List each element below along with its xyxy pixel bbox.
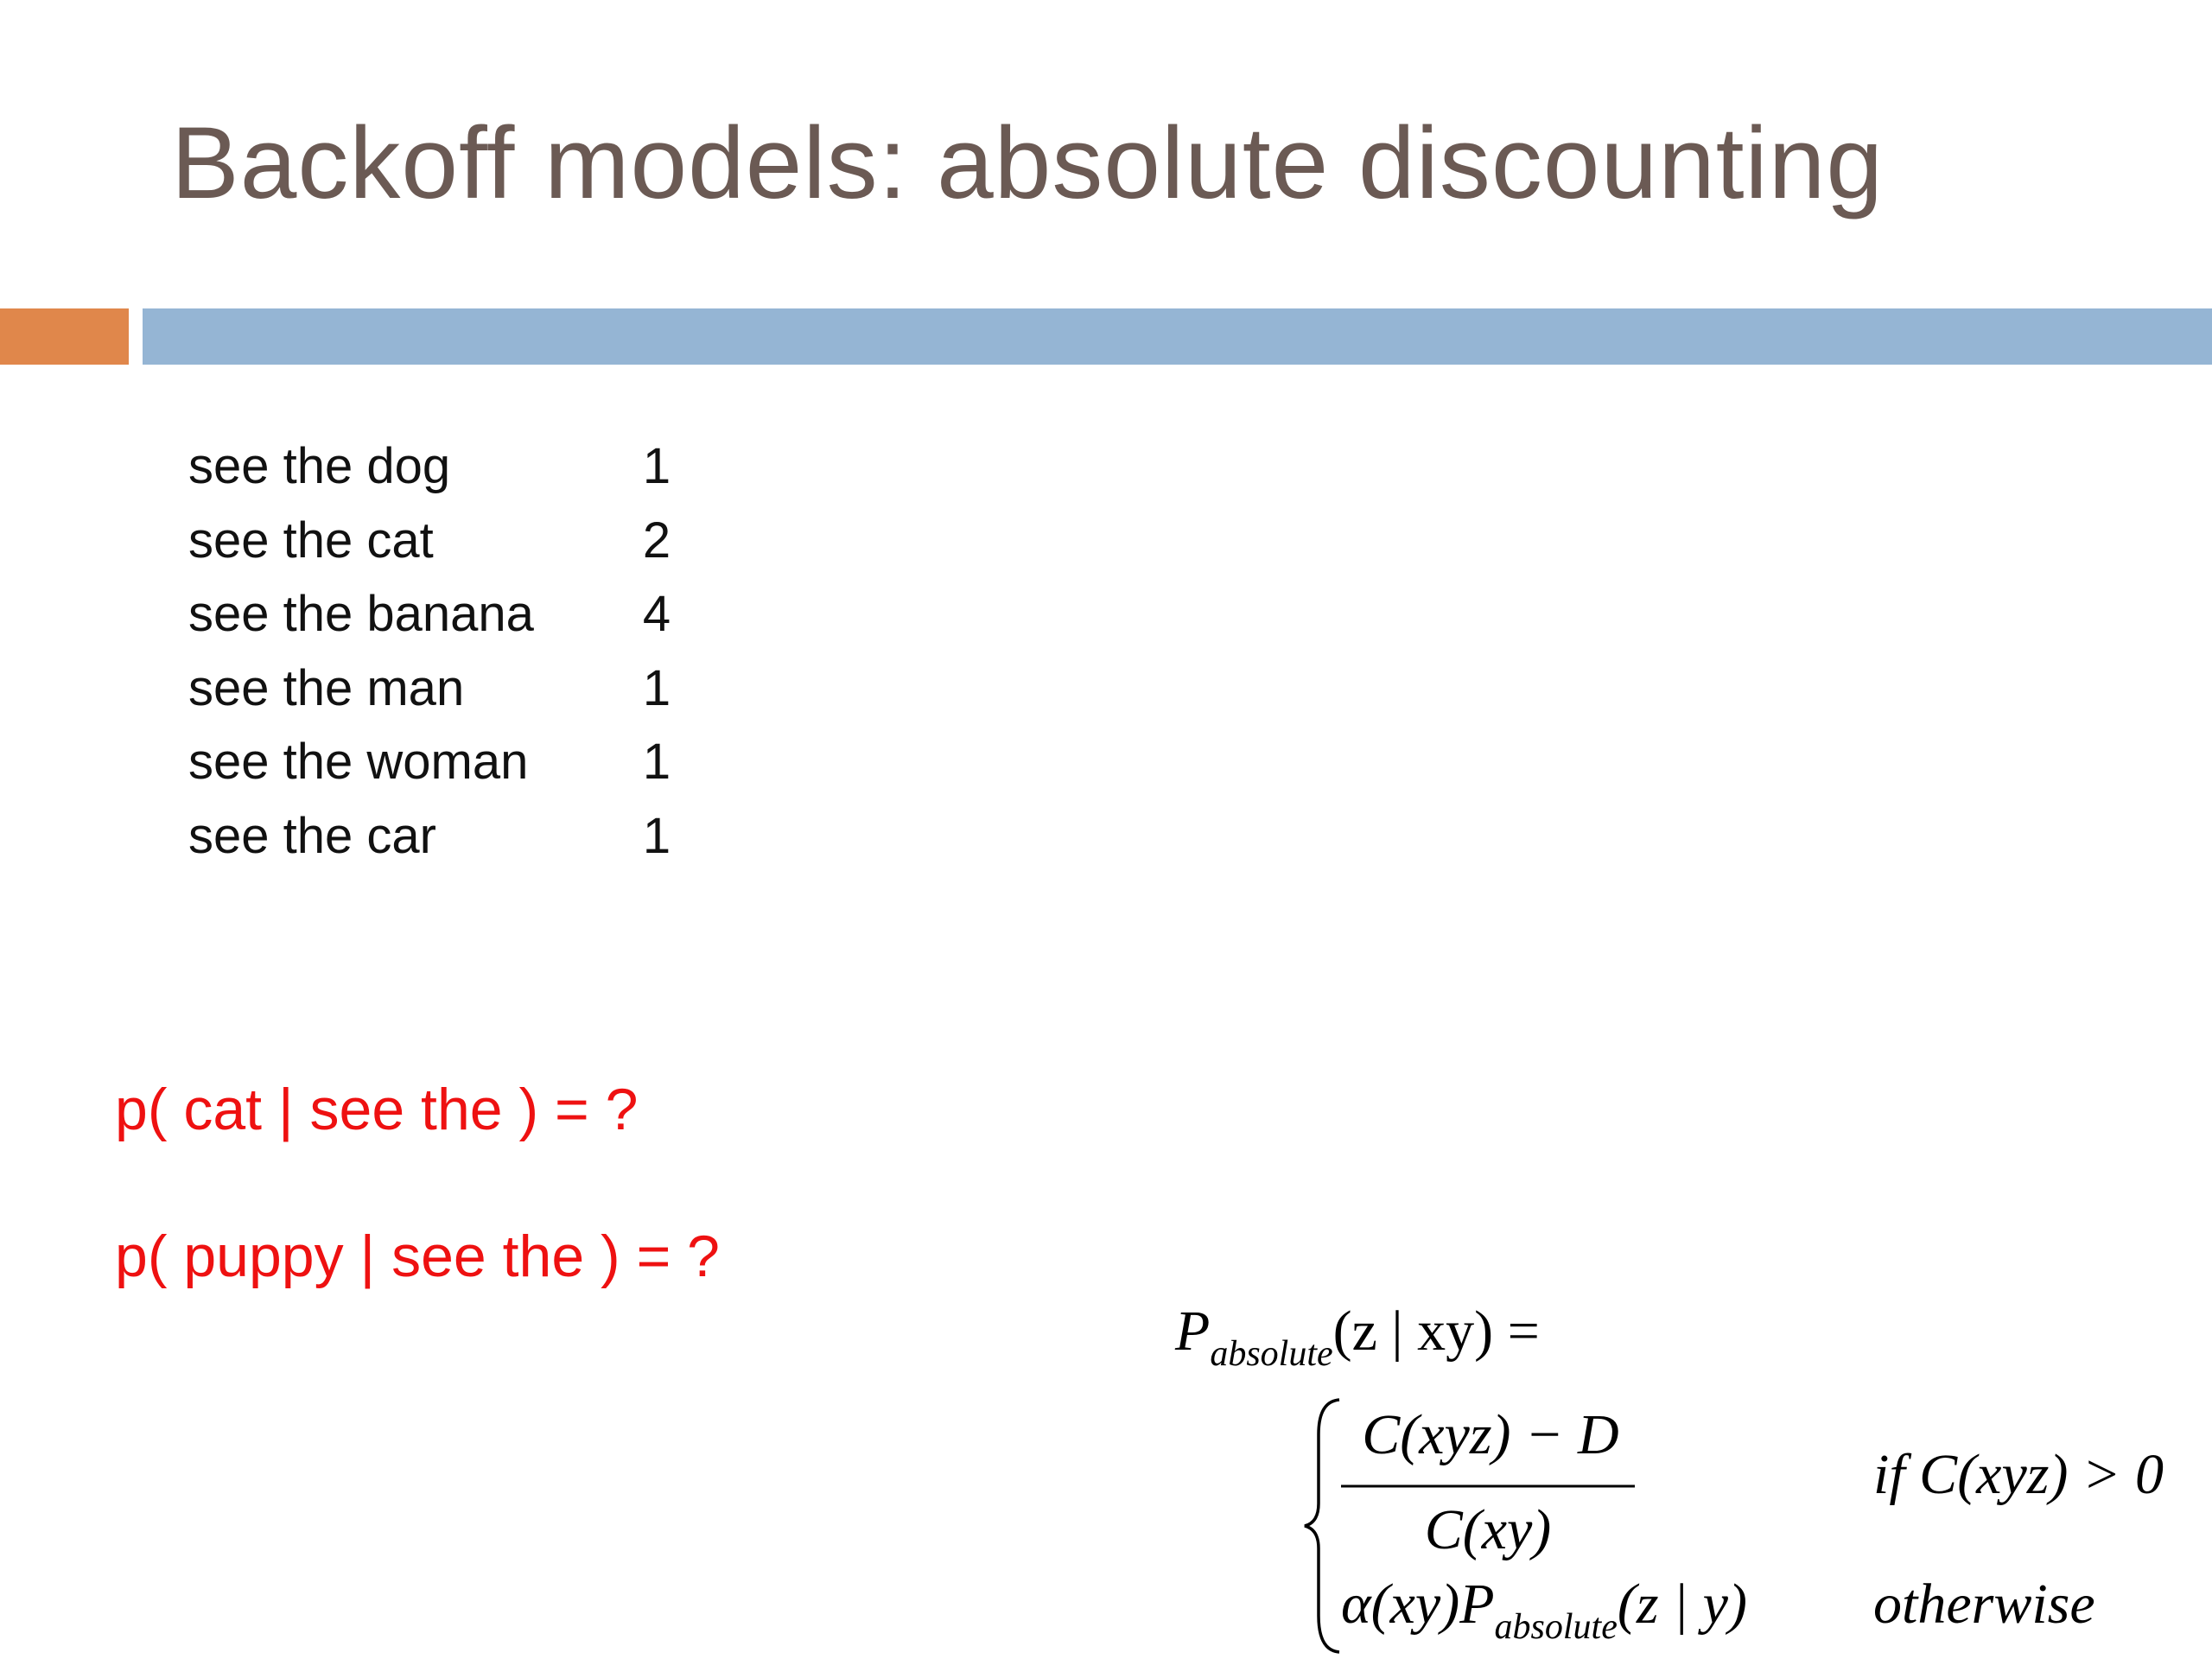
- trigram-count: 1: [642, 438, 671, 495]
- formula-case2-subscript: absolute: [1494, 1607, 1618, 1647]
- formula-brace: [1305, 1400, 1339, 1652]
- question-puppy: p( puppy | see the ) = ?: [115, 1224, 720, 1289]
- formula-lhs-symbol: P: [1175, 1300, 1211, 1363]
- formula-case1-condition: if C(xyz) > 0: [1873, 1443, 2164, 1506]
- formula-denominator: C(xy): [1424, 1498, 1552, 1561]
- list-item: [188, 504, 683, 578]
- absolute-discounting-formula: [1123, 1287, 2212, 1659]
- trigram-phrase: see the banana: [188, 586, 534, 643]
- trigram-phrase: see the man: [188, 659, 465, 716]
- list-item: [188, 429, 683, 504]
- title-accent-bar-blue: [143, 308, 2212, 365]
- trigram-count-list: [188, 429, 683, 873]
- formula-lhs-subscript: absolute: [1210, 1334, 1333, 1374]
- list-item: [188, 652, 683, 726]
- trigram-count: 2: [642, 512, 671, 569]
- trigram-count: 4: [642, 586, 671, 643]
- trigram-count: 1: [642, 807, 671, 864]
- list-item: [188, 799, 683, 874]
- formula-lhs-args: (z | xy) =: [1332, 1300, 1540, 1363]
- trigram-count: 1: [642, 734, 671, 791]
- svg-text:α(xy)Pabsolute(z | y): [1341, 1573, 1747, 1647]
- trigram-phrase: see the car: [188, 807, 436, 864]
- title-accent-bar-orange: [0, 308, 129, 365]
- trigram-phrase: see the cat: [188, 512, 434, 569]
- trigram-phrase: see the woman: [188, 734, 529, 791]
- formula-numerator: C(xyz) − D: [1362, 1403, 1619, 1466]
- trigram-phrase: see the dog: [188, 438, 451, 495]
- formula-case2-args: (z | y): [1617, 1573, 1747, 1636]
- slide-title: Backoff models: absolute discounting: [171, 106, 1885, 220]
- list-item: [188, 577, 683, 652]
- formula-case2-condition: otherwise: [1873, 1573, 2095, 1636]
- question-cat: p( cat | see the ) = ?: [115, 1077, 639, 1142]
- formula-case2-alpha: α(xy)P: [1341, 1573, 1495, 1636]
- list-item: [188, 725, 683, 799]
- svg-text:Pabsolute(z | xy) =: [1174, 1300, 1540, 1374]
- trigram-count: 1: [642, 659, 671, 716]
